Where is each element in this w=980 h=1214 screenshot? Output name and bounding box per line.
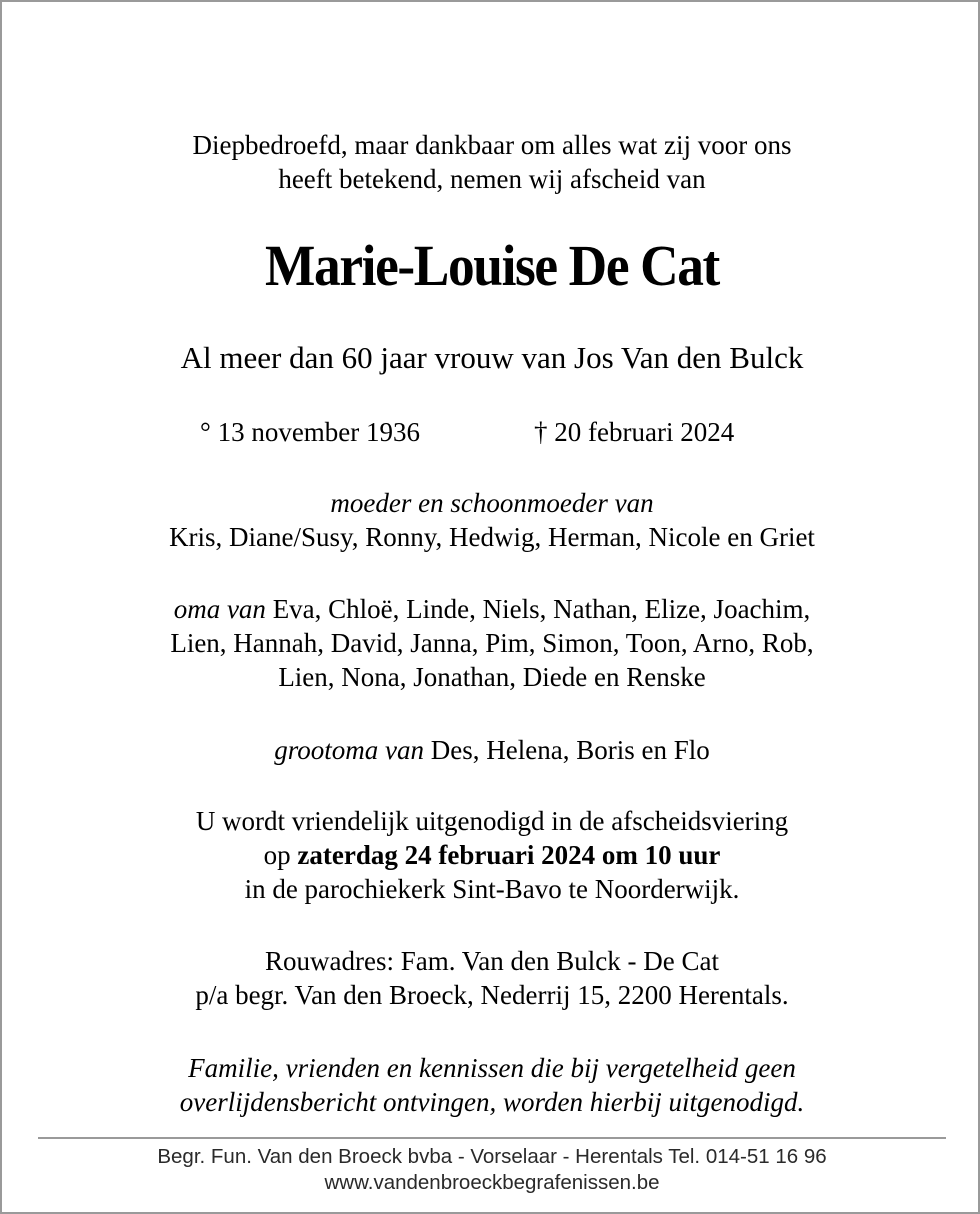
deceased-subtitle: Al meer dan 60 jaar vrouw van Jos Van den Bulck bbox=[180, 340, 804, 375]
deceased-name: Marie-Louise De Cat bbox=[265, 233, 719, 298]
invitation-prefix: op bbox=[263, 840, 291, 870]
grandmother-section bbox=[2, 592, 980, 694]
footer-website[interactable]: www.vandenbroeckbegrafenissen.be bbox=[324, 1171, 660, 1194]
invitation-line-1: U wordt vriendelijk uitgenodigd in de afscheidsviering bbox=[195, 806, 789, 836]
death-date-value: 20 februari 2024 bbox=[554, 417, 735, 447]
address-line-2: p/a begr. Van den Broeck, Nederrij 15, 2200 Herentals. bbox=[195, 980, 789, 1010]
address-section bbox=[2, 944, 980, 1012]
grandchildren-line-3: Lien, Nona, Jonathan, Diede en Renske bbox=[278, 662, 706, 692]
great-grandmother-label: grootoma van bbox=[274, 735, 425, 765]
birth-date-value: 13 november 1936 bbox=[217, 417, 421, 447]
birth-date bbox=[200, 415, 420, 449]
footer bbox=[2, 1144, 980, 1196]
footer-contact: Begr. Fun. Van den Broeck bvba - Vorselaar - Herentals Tel. 014-51 16 96 bbox=[157, 1145, 827, 1168]
death-date bbox=[534, 415, 734, 449]
great-grandchildren-names: Des, Helena, Boris en Flo bbox=[430, 735, 710, 765]
mother-label: moeder en schoonmoeder van bbox=[330, 488, 654, 518]
invitation-section bbox=[2, 804, 980, 906]
birth-symbol: ° bbox=[200, 417, 211, 447]
children-names: Kris, Diane/Susy, Ronny, Hedwig, Herman, Nicole en Griet bbox=[169, 522, 815, 552]
ceremony-datetime: zaterdag 24 februari 2024 om 10 uur bbox=[297, 840, 721, 870]
address-line-1: Rouwadres: Fam. Van den Bulck - De Cat bbox=[265, 946, 719, 976]
notice-line-2: overlijdensbericht ontvingen, worden hierbij uitgenodigd. bbox=[179, 1087, 805, 1117]
footer-divider bbox=[38, 1137, 946, 1139]
intro-line-2: heeft betekend, nemen wij afscheid van bbox=[278, 164, 706, 194]
notice-line-1: Familie, vrienden en kennissen die bij vergetelheid geen bbox=[188, 1053, 796, 1083]
grandchildren-line-1: Eva, Chloë, Linde, Niels, Nathan, Elize, Joachim, bbox=[272, 594, 811, 624]
grandmother-label: oma van bbox=[173, 594, 266, 624]
invitation-line-3: in de parochiekerk Sint-Bavo te Noorderwijk. bbox=[244, 874, 740, 904]
intro-text bbox=[2, 128, 980, 196]
intro-line-1: Diepbedroefd, maar dankbaar om alles wat zij voor ons bbox=[192, 130, 792, 160]
great-grandmother-section bbox=[2, 733, 980, 767]
grandchildren-line-2: Lien, Hannah, David, Janna, Pim, Simon, Toon, Arno, Rob, bbox=[170, 628, 814, 658]
mother-section bbox=[2, 486, 980, 554]
death-symbol: † bbox=[534, 417, 548, 447]
notice-section bbox=[2, 1051, 980, 1119]
